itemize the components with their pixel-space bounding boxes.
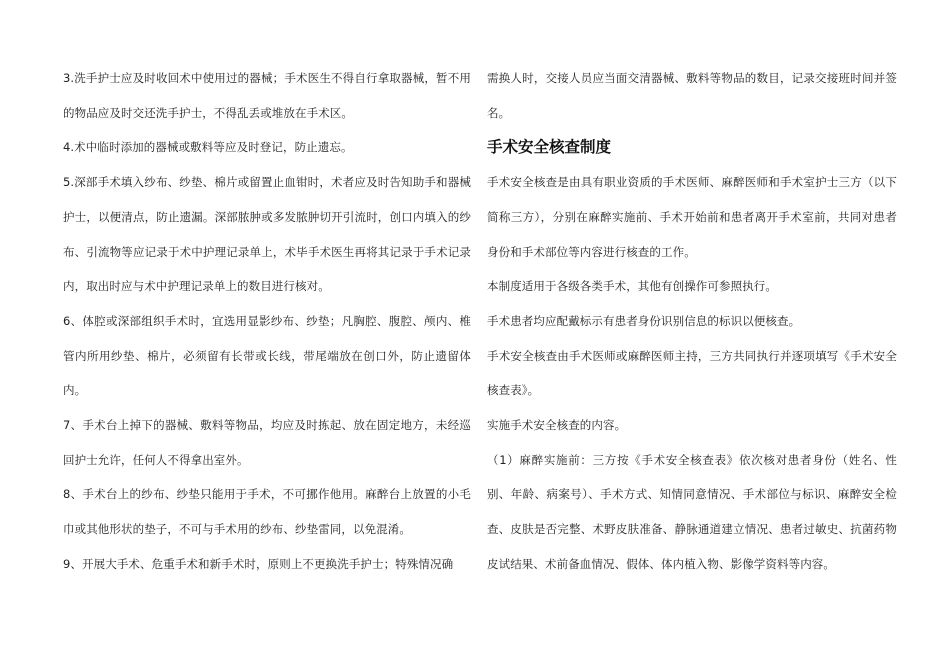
paragraph-item-3: 3.洗手护士应及时收回术中使用过的器械；手术医生不得自行拿取器械，暂不用的物品应及时交还洗手护士，不得乱丢或堆放在手术区。 <box>63 71 471 120</box>
paragraph-item-4: 4.术中临时添加的器械或敷料等应及时登记，防止遗忘。 <box>63 140 353 155</box>
paragraph-definition: 手术安全核查是由具有职业资质的手术医师、麻醉医师和手术室护士三方（以下简称三方），分别在麻醉实施前、手术开始前和患者离开手术室前，共同对患者身份和手术部位等内容进行核查的工作。 <box>487 175 897 259</box>
paragraph-content-intro: 实施手术安全核查的内容。 <box>487 418 627 433</box>
paragraph-item-5: 5.深部手术填入纱布、纱垫、棉片或留置止血钳时，术者应及时告知助手和器械护士，以便清点，防止遗漏。深部脓肿或多发脓肿切开引流时，创口内填入的纱布、引流物等应记录于术中护理记录单上，术毕手术医生再将其记录于手术记录内，取出时应与术中护理记录单上的数目进行核对。 <box>63 175 471 294</box>
paragraph-pre-anesthesia: （1）麻醉实施前：三方按《手术安全核查表》依次核对患者身份（姓名、性别、年龄、病案号）、手术方式、知情同意情况、手术部位与标识、麻醉安全检查、皮肤是否完整、术野皮肤准备、静脉通道建立情况、患者过敏史、抗菌药物皮试结果、术前备血情况、假体、体内植入物、影像学资料等内容。 <box>487 452 897 571</box>
paragraph-item-9: 9、开展大手术、危重手术和新手术时，原则上不更换洗手护士；特殊情况确 <box>63 556 454 571</box>
paragraph-item-8: 8、手术台上的纱布、纱垫只能用于手术，不可挪作他用。麻醉台上放置的小毛巾或其他形状的垫子，不可与手术用的纱布、纱垫雷同，以免混淆。 <box>63 487 471 537</box>
right-column <box>487 61 897 582</box>
paragraph-host: 手术安全核查由手术医师或麻醉医师主持，三方共同执行并逐项填写《手术安全核查表》。 <box>487 348 897 398</box>
paragraph-identification: 手术患者均应配戴标示有患者身份识别信息的标识以便核查。 <box>487 313 801 328</box>
paragraph-item-6: 6、体腔或深部组织手术时，宜选用显影纱布、纱垫；凡胸腔、腹腔、颅内、椎管内所用纱垫、棉片，必须留有长带或长线，带尾端放在创口外，防止遗留体内。 <box>63 313 471 398</box>
left-column <box>63 61 471 582</box>
paragraph-continuation: 需换人时，交接人员应当面交清器械、敷料等物品的数目，记录交接班时间并签名。 <box>487 71 897 120</box>
paragraph-scope: 本制度适用于各级各类手术，其他有创操作可参照执行。 <box>487 279 777 294</box>
paragraph-item-7: 7、手术台上掉下的器械、敷料等物品，均应及时拣起、放在固定地方，未经巡回护士允许，任何人不得拿出室外。 <box>63 418 471 467</box>
section-heading: 手术安全核查制度 <box>487 138 612 157</box>
